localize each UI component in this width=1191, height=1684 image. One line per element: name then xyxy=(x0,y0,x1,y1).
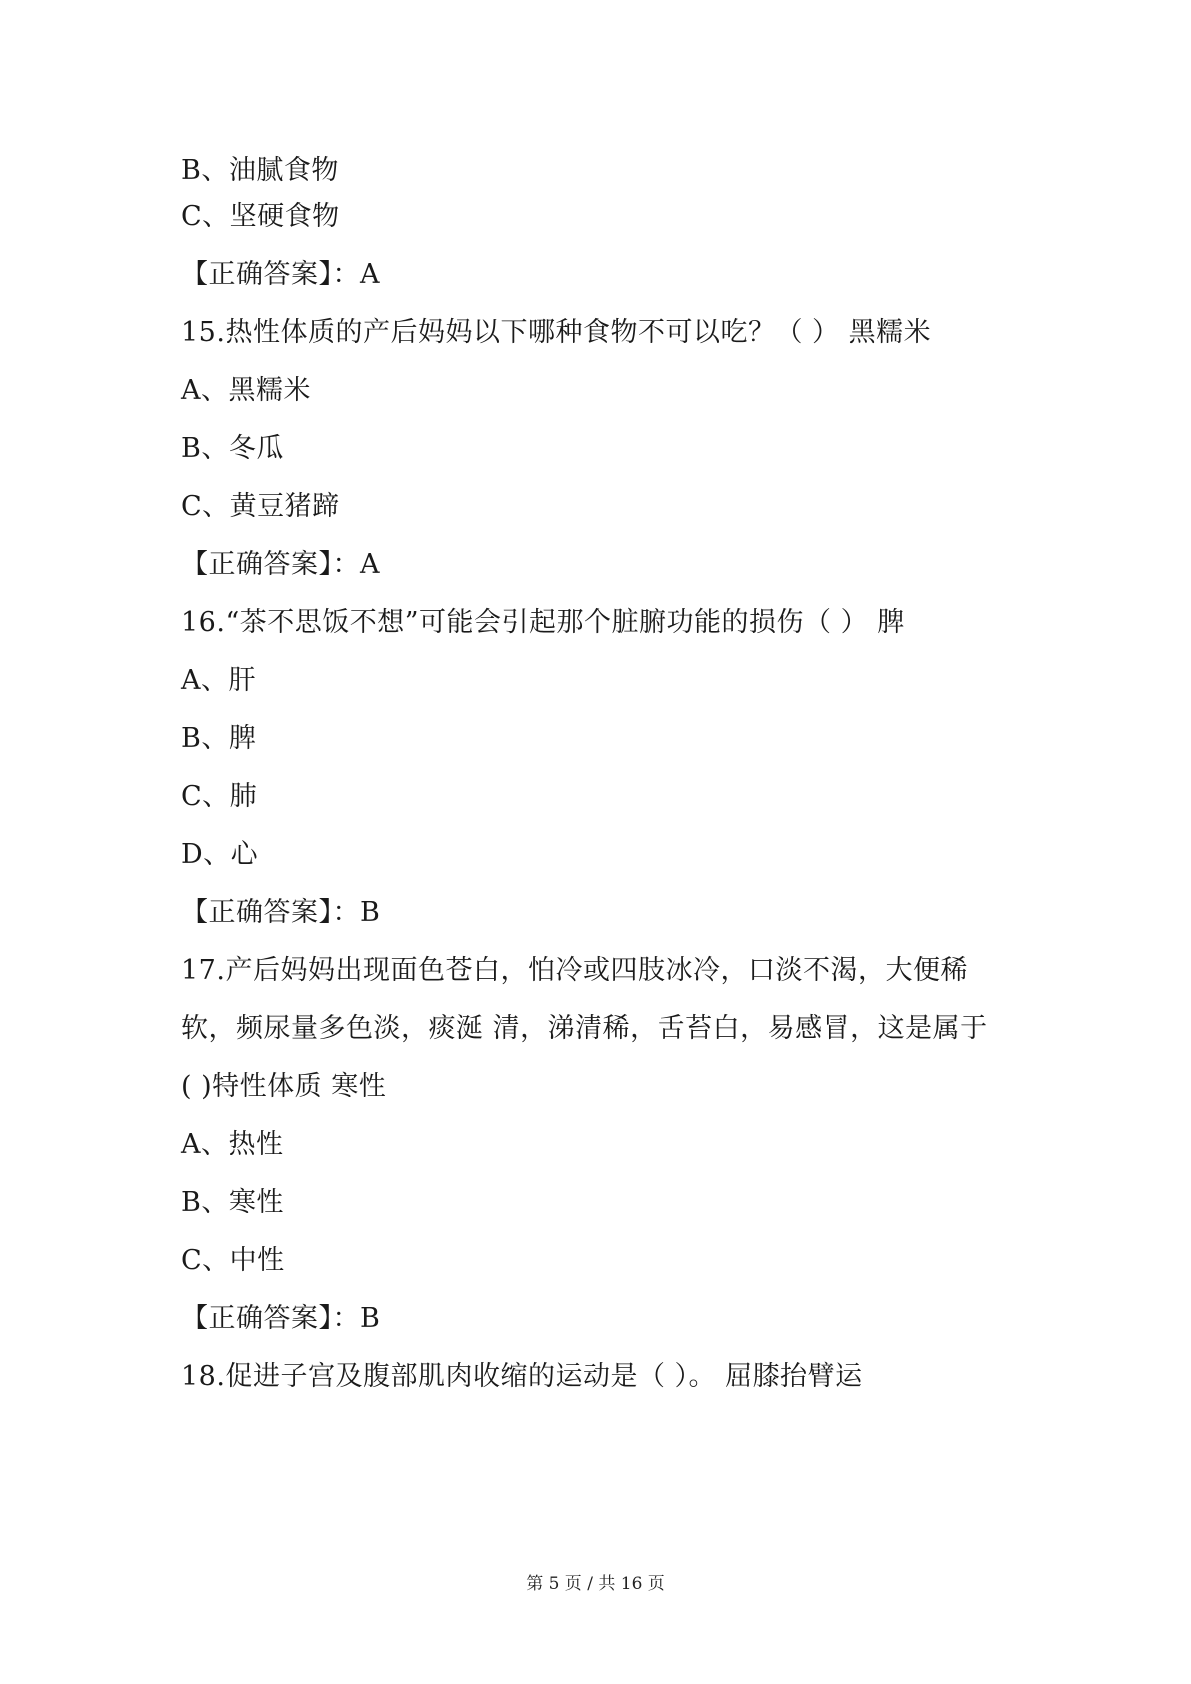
question-18: 18.促进子宫及腹部肌肉收缩的运动是（ ）。 屈膝抬臂运 xyxy=(181,1361,863,1392)
option-b-q15: B、冬瓜 xyxy=(181,433,284,464)
option-b-q14: B、油腻食物 xyxy=(181,155,339,186)
option-d-q16: D、心 xyxy=(181,839,259,870)
page-number-footer: 第 5 页 / 共 16 页 xyxy=(526,1574,665,1594)
option-b-q16: B、脾 xyxy=(181,723,257,754)
option-c-q15: C、黄豆猪蹄 xyxy=(181,491,340,522)
answer-q16: 【正确答案】：B xyxy=(181,897,381,928)
answer-q17: 【正确答案】：B xyxy=(181,1303,381,1334)
answer-q14: 【正确答案】：A xyxy=(181,259,380,290)
option-b-q17: B、寒性 xyxy=(181,1187,284,1218)
option-c-q16: C、肺 xyxy=(181,781,258,812)
question-17-line-2: 软，频尿量多色淡，痰涎 清，涕清稀，舌苔白，易感冒，这是属于 xyxy=(181,1013,988,1044)
option-a-q15: A、黑糯米 xyxy=(181,375,311,406)
question-15: 15.热性体质的产后妈妈以下哪种食物不可以吃？（ ） 黑糯米 xyxy=(181,317,932,348)
question-17-line-3: ( )特性体质 寒性 xyxy=(181,1071,387,1102)
question-17-line-1: 17.产后妈妈出现面色苍白，怕冷或四肢冰冷，口淡不渴，大便稀 xyxy=(181,955,968,986)
option-c-q17: C、中性 xyxy=(181,1245,285,1276)
answer-q15: 【正确答案】：A xyxy=(181,549,380,580)
question-16: 16.“茶不思饭不想”可能会引起那个脏腑功能的损伤（ ） 脾 xyxy=(181,607,905,638)
option-c-q14: C、坚硬食物 xyxy=(181,201,340,232)
option-a-q17: A、热性 xyxy=(181,1129,284,1160)
option-a-q16: A、肝 xyxy=(181,665,256,696)
